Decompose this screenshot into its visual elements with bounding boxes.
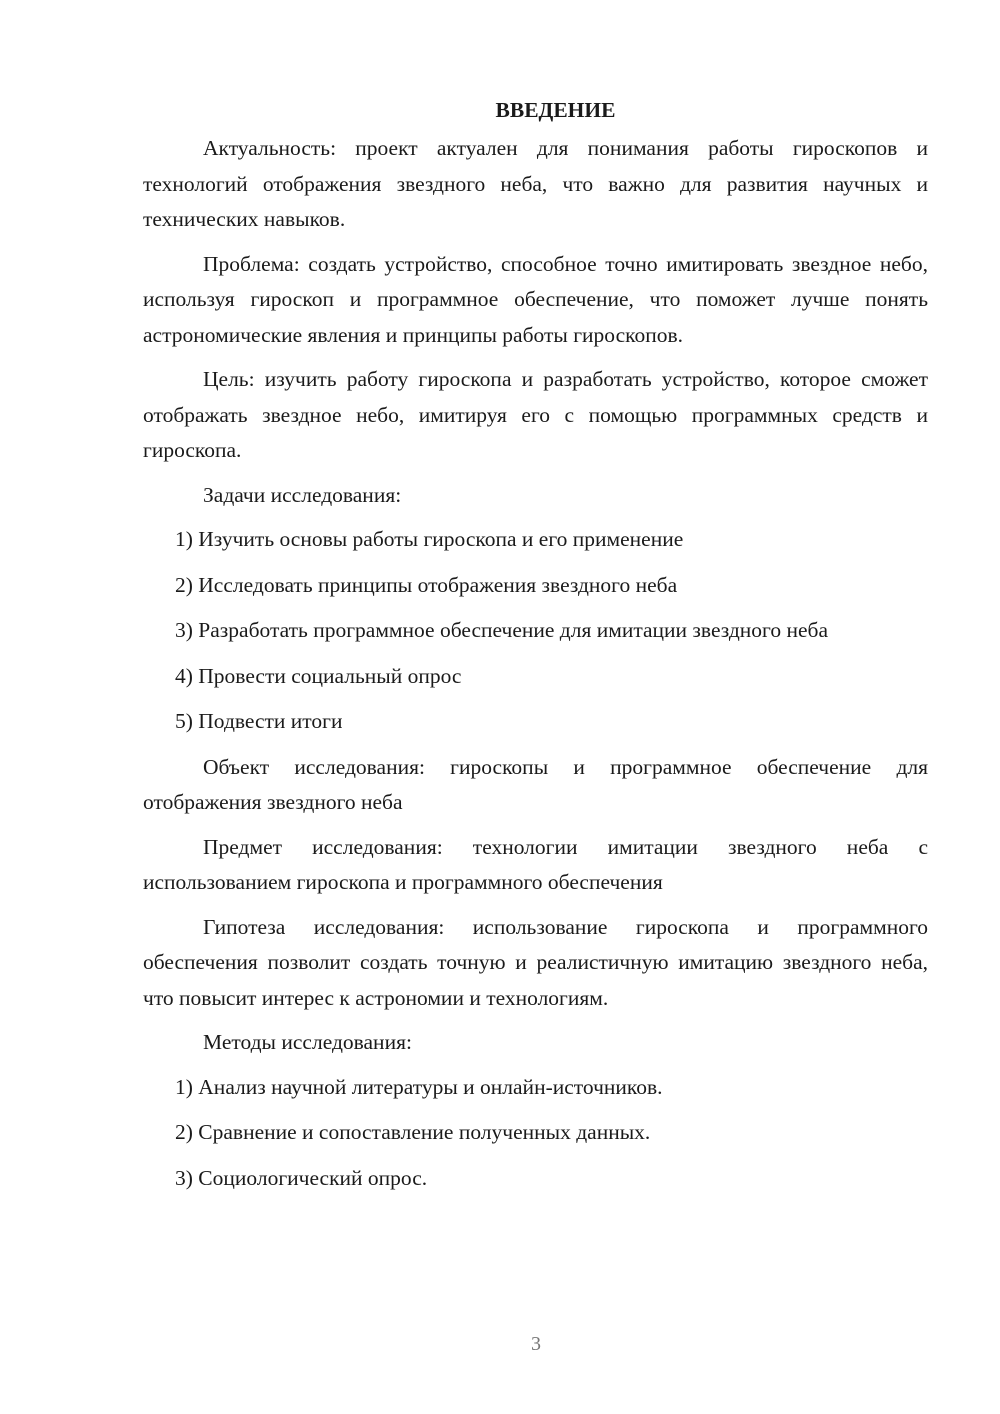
problem-paragraph: Проблема: создать устройство, способное точно имитировать звездное небо, используя гироскоп и программное обеспечение, что поможет лучше понять астрономические явления и принципы работы гироскопов. — [143, 251, 928, 347]
goal-paragraph: Цель: изучить работу гироскопа и разработать устройство, которое сможет отображать звездное небо, имитируя его с помощью программных средств и гироскопа. — [143, 367, 928, 462]
method-item-3: 3) Социологический опрос. — [175, 1165, 428, 1190]
document-page — [143, 95, 928, 1206]
task-item-2: 2) Исследовать принципы отображения звездного неба — [175, 572, 678, 597]
task-item-4: 4) Провести социальный опрос — [175, 663, 462, 688]
object-paragraph: Объект исследования: гироскопы и программное обеспечение для отображения звездного неба — [143, 754, 928, 814]
subject-paragraph: Предмет исследования: технологии имитации звездного неба с использованием гироскопа и программного обеспечения — [143, 834, 928, 894]
page-number: 3 — [531, 1333, 541, 1355]
task-item-1: 1) Изучить основы работы гироскопа и его применение — [175, 527, 684, 551]
task-item-5: 5) Подвести итоги — [175, 709, 343, 733]
method-item-2: 2) Сравнение и сопоставление полученных данных. — [175, 1120, 651, 1144]
method-item-1: 1) Анализ научной литературы и онлайн-источников. — [175, 1074, 663, 1099]
hypothesis-paragraph: Гипотеза исследования: использование гироскопа и программного обеспечения позволит создать точную и реалистичную имитацию звездного неба, что повысит интерес к астрономии и технологиям. — [143, 914, 928, 1010]
relevance-paragraph: Актуальность: проект актуален для понимания работы гироскопов и технологий отображения звездного неба, что важно для развития научных и технических навыков. — [143, 136, 928, 231]
methods-heading: Методы исследования: — [203, 1030, 412, 1054]
section-title: ВВЕДЕНИЕ — [495, 98, 616, 122]
task-item-3: 3) Разработать программное обеспечение для имитации звездного неба — [175, 618, 828, 642]
tasks-heading: Задачи исследования: — [203, 482, 402, 507]
